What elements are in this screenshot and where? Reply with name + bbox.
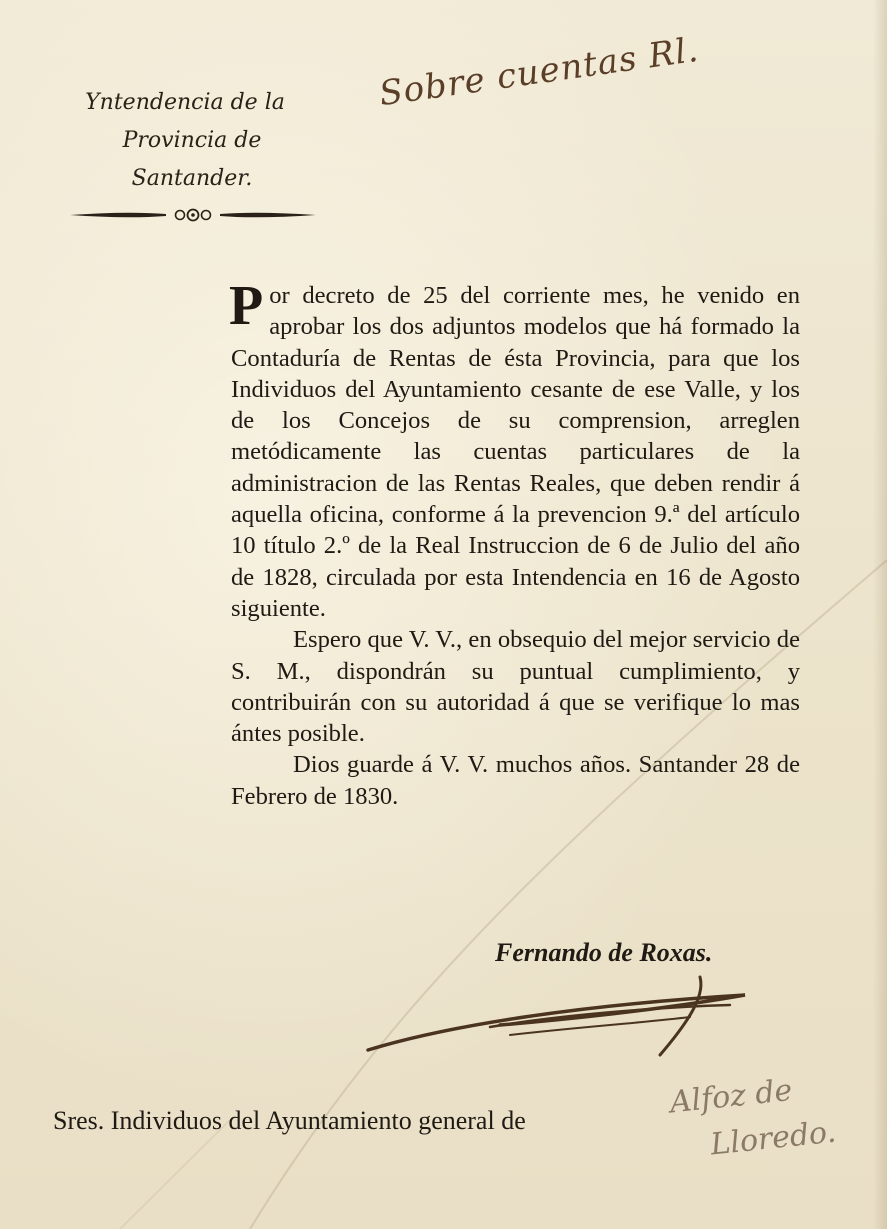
paragraph-3: Dios guarde á V. V. muchos años. Santander 28 de Febrero de 1830. <box>231 751 800 810</box>
addressee-line: Sres. Individuos del Ayuntamiento general de <box>53 1106 526 1135</box>
letterhead-line-2: Provincia de <box>122 128 262 153</box>
letterhead <box>62 84 322 198</box>
drop-cap: P <box>229 275 264 337</box>
letterhead-line-1: Yntendencia de la <box>85 90 285 115</box>
ornamental-rule <box>68 205 318 225</box>
note-bottom-line-2: Lloredo. <box>708 1114 838 1163</box>
handwritten-note-bottom <box>668 1064 839 1172</box>
letterhead-line-3: Santander. <box>131 166 253 191</box>
handwritten-note-top: Sobre cuentas Rl. <box>376 29 702 115</box>
paragraph-1-text: or decreto de 25 del corriente mes, he venido en aprobar los dos adjuntos modelos que há formado la Contaduría de Rentas de ésta Provincia, para que los Individuos del Ayuntamiento cesante de ese Valle, y los de los Concejos de su comprension, arreglen metódicamente las cuentas particulares de la administracion de las Rentas Reales, que deben rendir á aquella oficina, conforme á la prevencion 9.ª del artículo 10 título 2.º de la Real Instruccion de 6 de Julio del año de 1828, circulada por esta Intendencia en 16 de Agosto siguiente. <box>231 282 800 622</box>
paragraph-1 <box>229 275 800 624</box>
note-bottom-line-1: Alfoz de <box>668 1072 794 1121</box>
printed-signature: Fernando de Roxas. <box>495 938 713 967</box>
letter-body <box>229 275 800 812</box>
paragraph-2: Espero que V. V., en obsequio del mejor servicio de S. M., dispondrán su puntual cumplimiento, y contribuirán con su autoridad á que se verifique lo mas ántes posible. <box>231 626 800 748</box>
handwritten-rubric <box>360 965 760 1060</box>
